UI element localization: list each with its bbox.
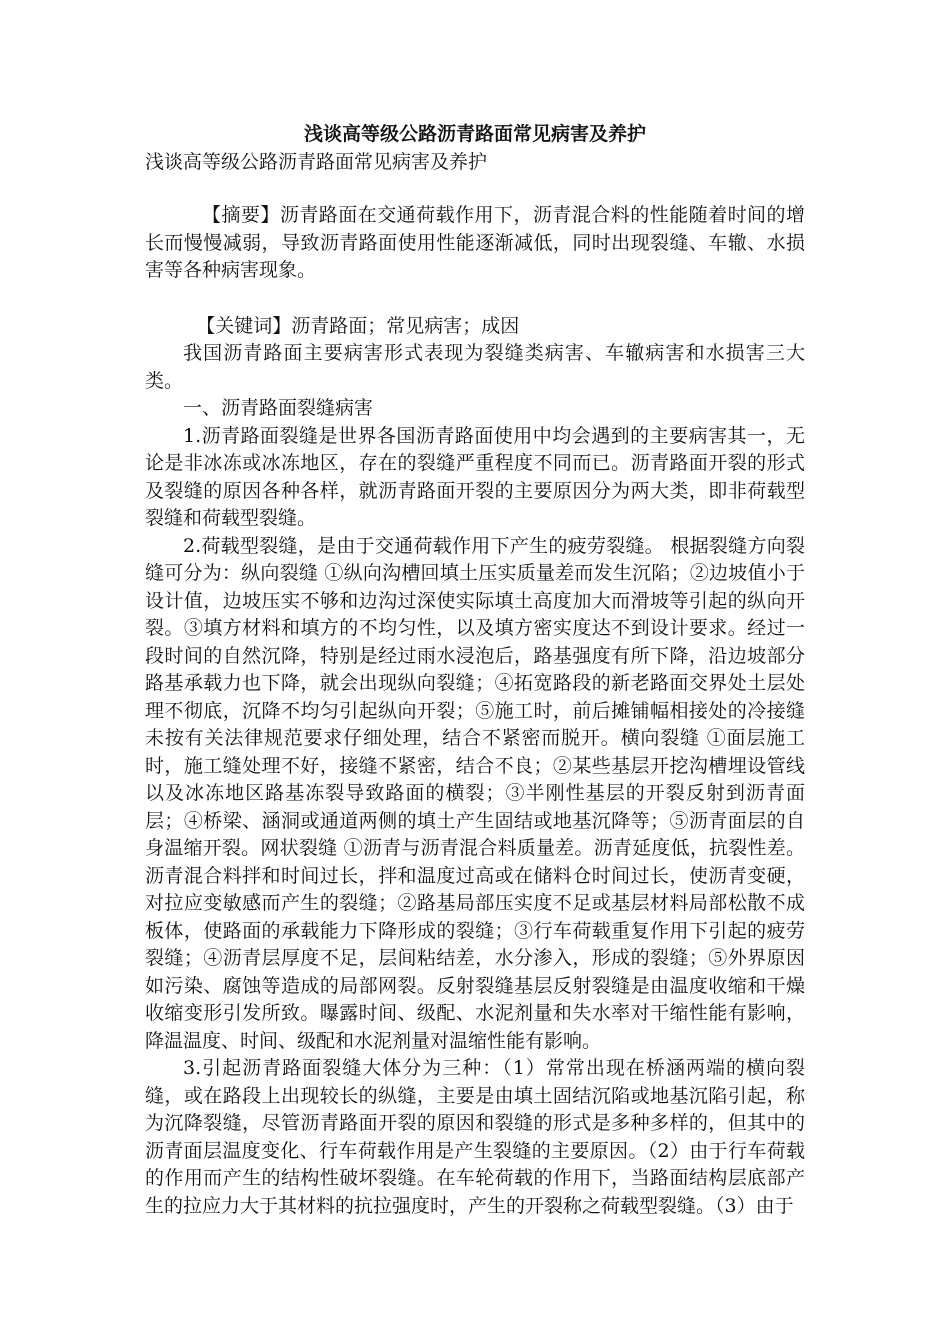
abstract-paragraph: 【摘要】沥青路面在交通荷载作用下，沥青混合料的性能随着时间的增长而慢慢减弱，导致沥青路面使用性能逐渐减低，同时出现裂缝、车辙、水损害等各种病害现象。	[145, 204, 805, 281]
abstract-section	[145, 202, 805, 285]
section-heading: 一、沥青路面裂缝病害	[183, 397, 374, 419]
document-title: 浅谈高等级公路沥青路面常见病害及养护	[303, 123, 646, 145]
keywords-line: 【关键词】沥青路面；常见病害；成因	[196, 314, 520, 337]
paragraph-1: 1.沥青路面裂缝是世界各国沥青路面使用中均会遇到的主要病害其一，无论是非冰冻或冰冻地区，存在的裂缝严重程度不同而已。沥青路面开裂的形式及裂缝的原因各种各样，就沥青路面开裂的主要原因分为两大类，即非荷载型裂缝和荷载型裂缝。	[145, 424, 805, 529]
paragraph-2: 2.荷载型裂缝，是由于交通荷载作用下产生的疲劳裂缝。 根据裂缝方向裂缝可分为：纵向裂缝 ①纵向沟槽回填土压实质量差而发生沉陷；②边坡值小于设计值，边坡压实不够和边沟过深使实际填土高度加大而滑坡等引起的纵向开裂。③填方材料和填方的不均匀性，以及填方密实度达不到设计要求。经过一段时间的自然沉降，特别是经过雨水浸泡后，路基强度有所下降，沿边坡部分路基承载力也下降，就会出现纵向裂缝；④拓宽路段的新老路面交界处土层处理不彻底，沉降不均匀引起纵向开裂；⑤施工时，前后摊铺幅相接处的冷接缝未按有关法律规范要求仔细处理，结合不紧密而脱开。横向裂缝 ①面层施工时，施工缝处理不好，接缝不紧密，结合不良；②某些基层开挖沟槽埋设管线以及冰冻地区路基冻裂导致路面的横裂；③半刚性基层的开裂反射到沥青面层；④桥梁、涵洞或通道两侧的填土产生固结或地基沉降等；⑤沥青面层的自身温缩开裂。网状裂缝 ①沥青与沥青混合料质量差。沥青延度低，抗裂性差。沥青混合料拌和时间过长，拌和温度过高或在储料仓时间过长，使沥青变硬，对拉应变敏感而产生的裂缝；②路基局部压实度不足或基层材料局部松散不成板体，使路面的承载能力下降形成的裂缝；③行车荷载重复作用下引起的疲劳裂缝；④沥青层厚度不足，层间粘结差，水分渗入，形成的裂缝；⑤外界原因如污染、腐蚀等造成的局部网裂。反射裂缝基层反射裂缝是由温度收缩和干燥收缩变形引发所致。曝露时间、级配、水泥剂量和失水率对干缩性能有影响，降温温度、时间、级配和水泥剂量对温缩性能有影响。	[145, 534, 805, 1052]
paragraph-3: 3.引起沥青路面裂缝大体分为三种：（1）常常出现在桥涵两端的横向裂缝，或在路段上出现较长的纵缝，主要是由填土固结沉陷或地基沉陷引起，称为沉降裂缝，尽管沥青路面开裂的原因和裂缝的形式是多种多样的，但其中的沥青面层温度变化、行车荷载作用是产生裂缝的主要原因。（2）由于行车荷载的作用而产生的结构性破坏裂缝。在车轮荷载的作用下，当路面结构层底部产生的拉应力大于其材料的抗拉强度时，产生的开裂称之荷载型裂缝。（3）由于	[145, 1057, 805, 1217]
document-subtitle: 浅谈高等级公路沥青路面常见病害及养护	[145, 151, 488, 173]
intro-paragraph: 我国沥青路面主要病害形式表现为裂缝类病害、车辙病害和水损害三大类。	[145, 342, 805, 392]
document-page	[145, 120, 805, 1220]
